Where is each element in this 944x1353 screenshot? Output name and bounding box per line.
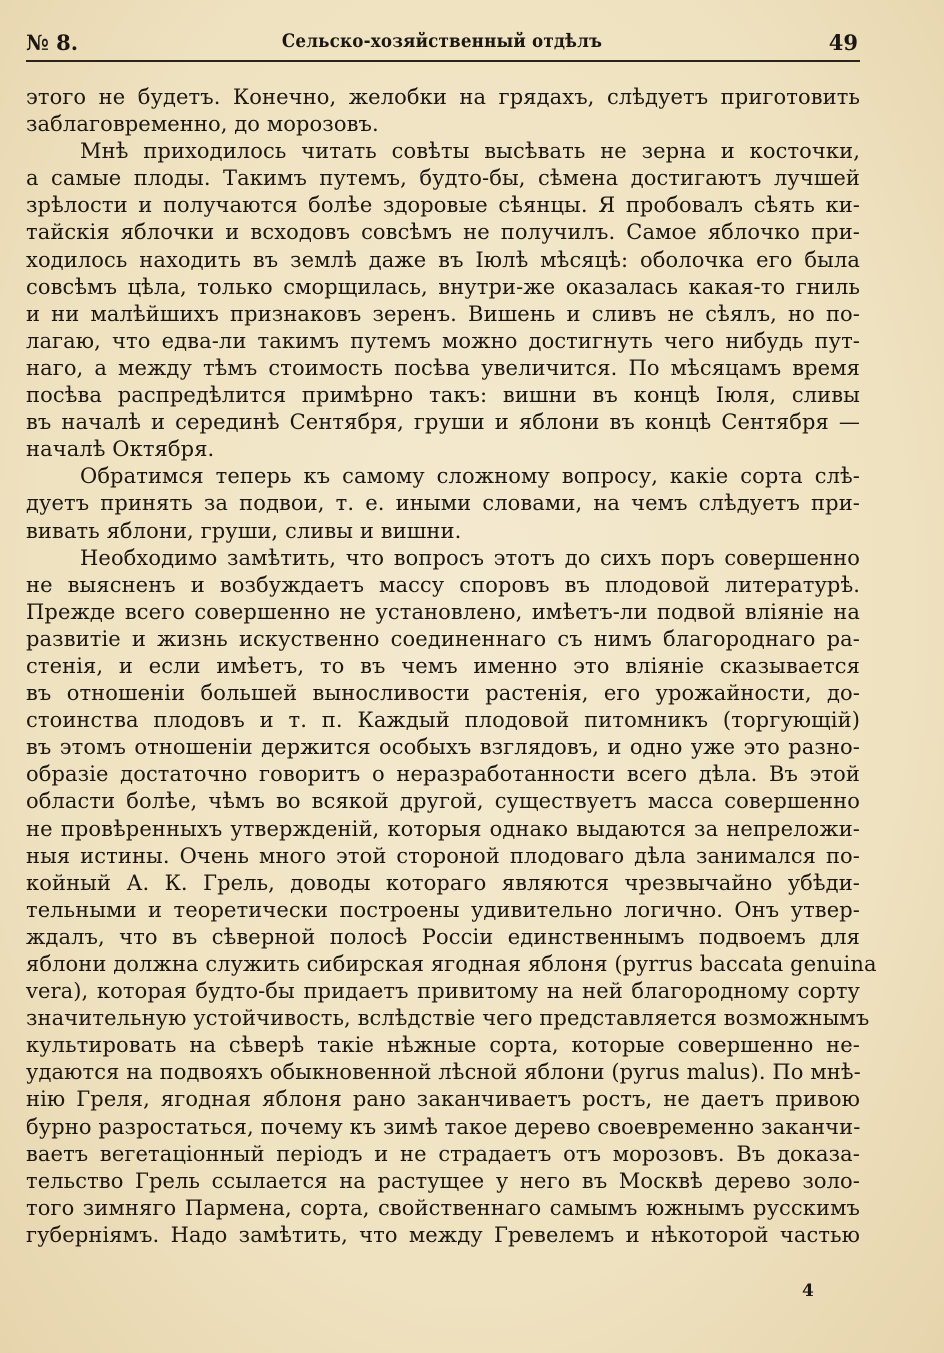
text-line: посѣва распредѣлится примѣрно такъ: вишни въ концѣ Іюля, сливы (26, 383, 860, 408)
header-rule (26, 60, 860, 62)
text-line: ныя истины. Очень много этой стороной плодоваго дѣла занимался по- (26, 843, 860, 868)
text-line: въ началѣ и серединѣ Сентября, груши и яблони въ концѣ Сентября — (26, 410, 860, 435)
text-line: бурно разростаться, почему къ зимѣ такое дерево своевременно заканчи- (26, 1114, 861, 1139)
text-line: ждалъ, что въ сѣверной полосѣ Россіи единственнымъ подвоемъ для (26, 924, 860, 949)
text-line: губерніямъ. Надо замѣтить, что между Гревелемъ и нѣкоторой частью (26, 1222, 860, 1247)
text-line: не провѣренныхъ утвержденій, которыя однако выдаются за непреложи- (26, 816, 860, 841)
text-line: наго, а между тѣмъ стоимость посѣва увеличится. По мѣсяцамъ время (26, 355, 860, 380)
text-line: въ этомъ отношеніи держится особыхъ взглядовъ, и одно уже это разно- (26, 735, 860, 760)
text-line: заблаговременно, до морозовъ. (26, 112, 379, 137)
text-line: развитіе и жизнь искуственно соединеннаго съ нимъ благороднаго ра- (26, 626, 860, 651)
text-line: образіе достаточно говоритъ о неразработанности всего дѣла. Въ этой (26, 762, 860, 787)
text-line: области болѣе, чѣмъ во всякой другой, существуетъ масса совершенно (26, 789, 860, 814)
text-line: а самые плоды. Такимъ путемъ, будто-бы, сѣмена достигаютъ лучшей (26, 166, 860, 191)
text-line: стоинства плодовъ и т. п. Каждый плодовой питомникъ (торгующій) (26, 708, 860, 733)
signature-mark: 4 (802, 1281, 814, 1301)
text-line: ходилось находить въ землѣ даже въ Іюлѣ мѣсяцѣ: оболочка его была (26, 247, 860, 272)
text-line: удаются на подвояхъ обыкновенной лѣсной яблони (pyrus malus). По мнѣ- (26, 1060, 861, 1085)
issue-number: № 8. (26, 30, 79, 55)
text-line: зрѣлости и получаются болѣе здоровые сѣянцы. Я пробовалъ сѣять ки- (26, 193, 860, 218)
text-line: нію Греля, ягодная яблоня рано заканчиваетъ ростъ, не даетъ привою (26, 1087, 860, 1112)
text-line: vera), которая будто-бы придаетъ привитому на ней благородному сорту (26, 979, 860, 1004)
text-line: культировать на сѣверѣ такіе нѣжные сорта, которые совершенно не- (26, 1033, 860, 1058)
section-title: Сельско-хозяйственный отдѣлъ (281, 30, 603, 52)
text-line: Необходимо замѣтить, что вопросъ этотъ до сихъ поръ совершенно (80, 545, 860, 570)
text-line: Обратимся теперь къ самому сложному вопросу, какіе сорта слѣ- (80, 464, 860, 489)
text-line: тельство Грель ссылается на растущее у него въ Москвѣ дерево золо- (26, 1168, 860, 1193)
text-line: дуетъ принять за подвои, т. е. иными словами, на чемъ слѣдуетъ при- (26, 491, 860, 516)
text-line: тельными и теоретически построены удивительно логично. Онъ утвер- (26, 897, 860, 922)
page-number: 49 (828, 30, 858, 55)
text-line: лагаю, что едва-ли такимъ путемъ можно достигнуть чего нибудь пут- (26, 328, 860, 353)
text-line: значительную устойчивость, вслѣдствіе чего представляется возможнымъ (26, 1006, 870, 1031)
text-line: стенія, и если имѣетъ, то въ чемъ именно это вліяніе сказывается (26, 653, 860, 678)
text-line: не выясненъ и возбуждаетъ массу споровъ въ плодовой литературѣ. (26, 572, 860, 597)
text-line: ваетъ вегетаціонный періодъ и не страдаетъ отъ морозовъ. Въ доказа- (26, 1141, 860, 1166)
text-line: Прежде всего совершенно не установлено, имѣетъ-ли подвой вліяніе на (26, 599, 860, 624)
text-line: койный А. К. Грель, доводы котораго являются чрезвычайно убѣди- (26, 870, 860, 895)
text-line: совсѣмъ цѣла, только сморщилась, внутри-же оказалась какая-то гниль (26, 274, 860, 299)
text-line: этого не будетъ. Конечно, желобки на грядахъ, слѣдуетъ приготовить (26, 85, 860, 109)
text-line: и ни малѣйшихъ признаковъ зеренъ. Вишень и сливъ не сѣялъ, но по- (26, 301, 860, 326)
text-line: тайскія яблочки и всходовъ совсѣмъ не получилъ. Самое яблочко при- (26, 220, 860, 245)
text-line: Мнѣ приходилось читать совѣты высѣвать не зерна и косточки, (80, 139, 860, 164)
running-header (26, 26, 858, 60)
body-text (26, 84, 877, 1249)
text-line: въ отношеніи большей выносливости растенія, его урожайности, до- (26, 681, 860, 706)
text-line: того зимняго Пармена, сорта, свойственнаго самымъ южнымъ русскимъ (26, 1195, 860, 1220)
text-line: яблони должна служить сибирская ягодная яблоня (pyrrus baccata genuina (26, 952, 877, 976)
text-line: вивать яблони, груши, сливы и вишни. (26, 518, 462, 543)
text-line: началѣ Октября. (26, 437, 215, 462)
